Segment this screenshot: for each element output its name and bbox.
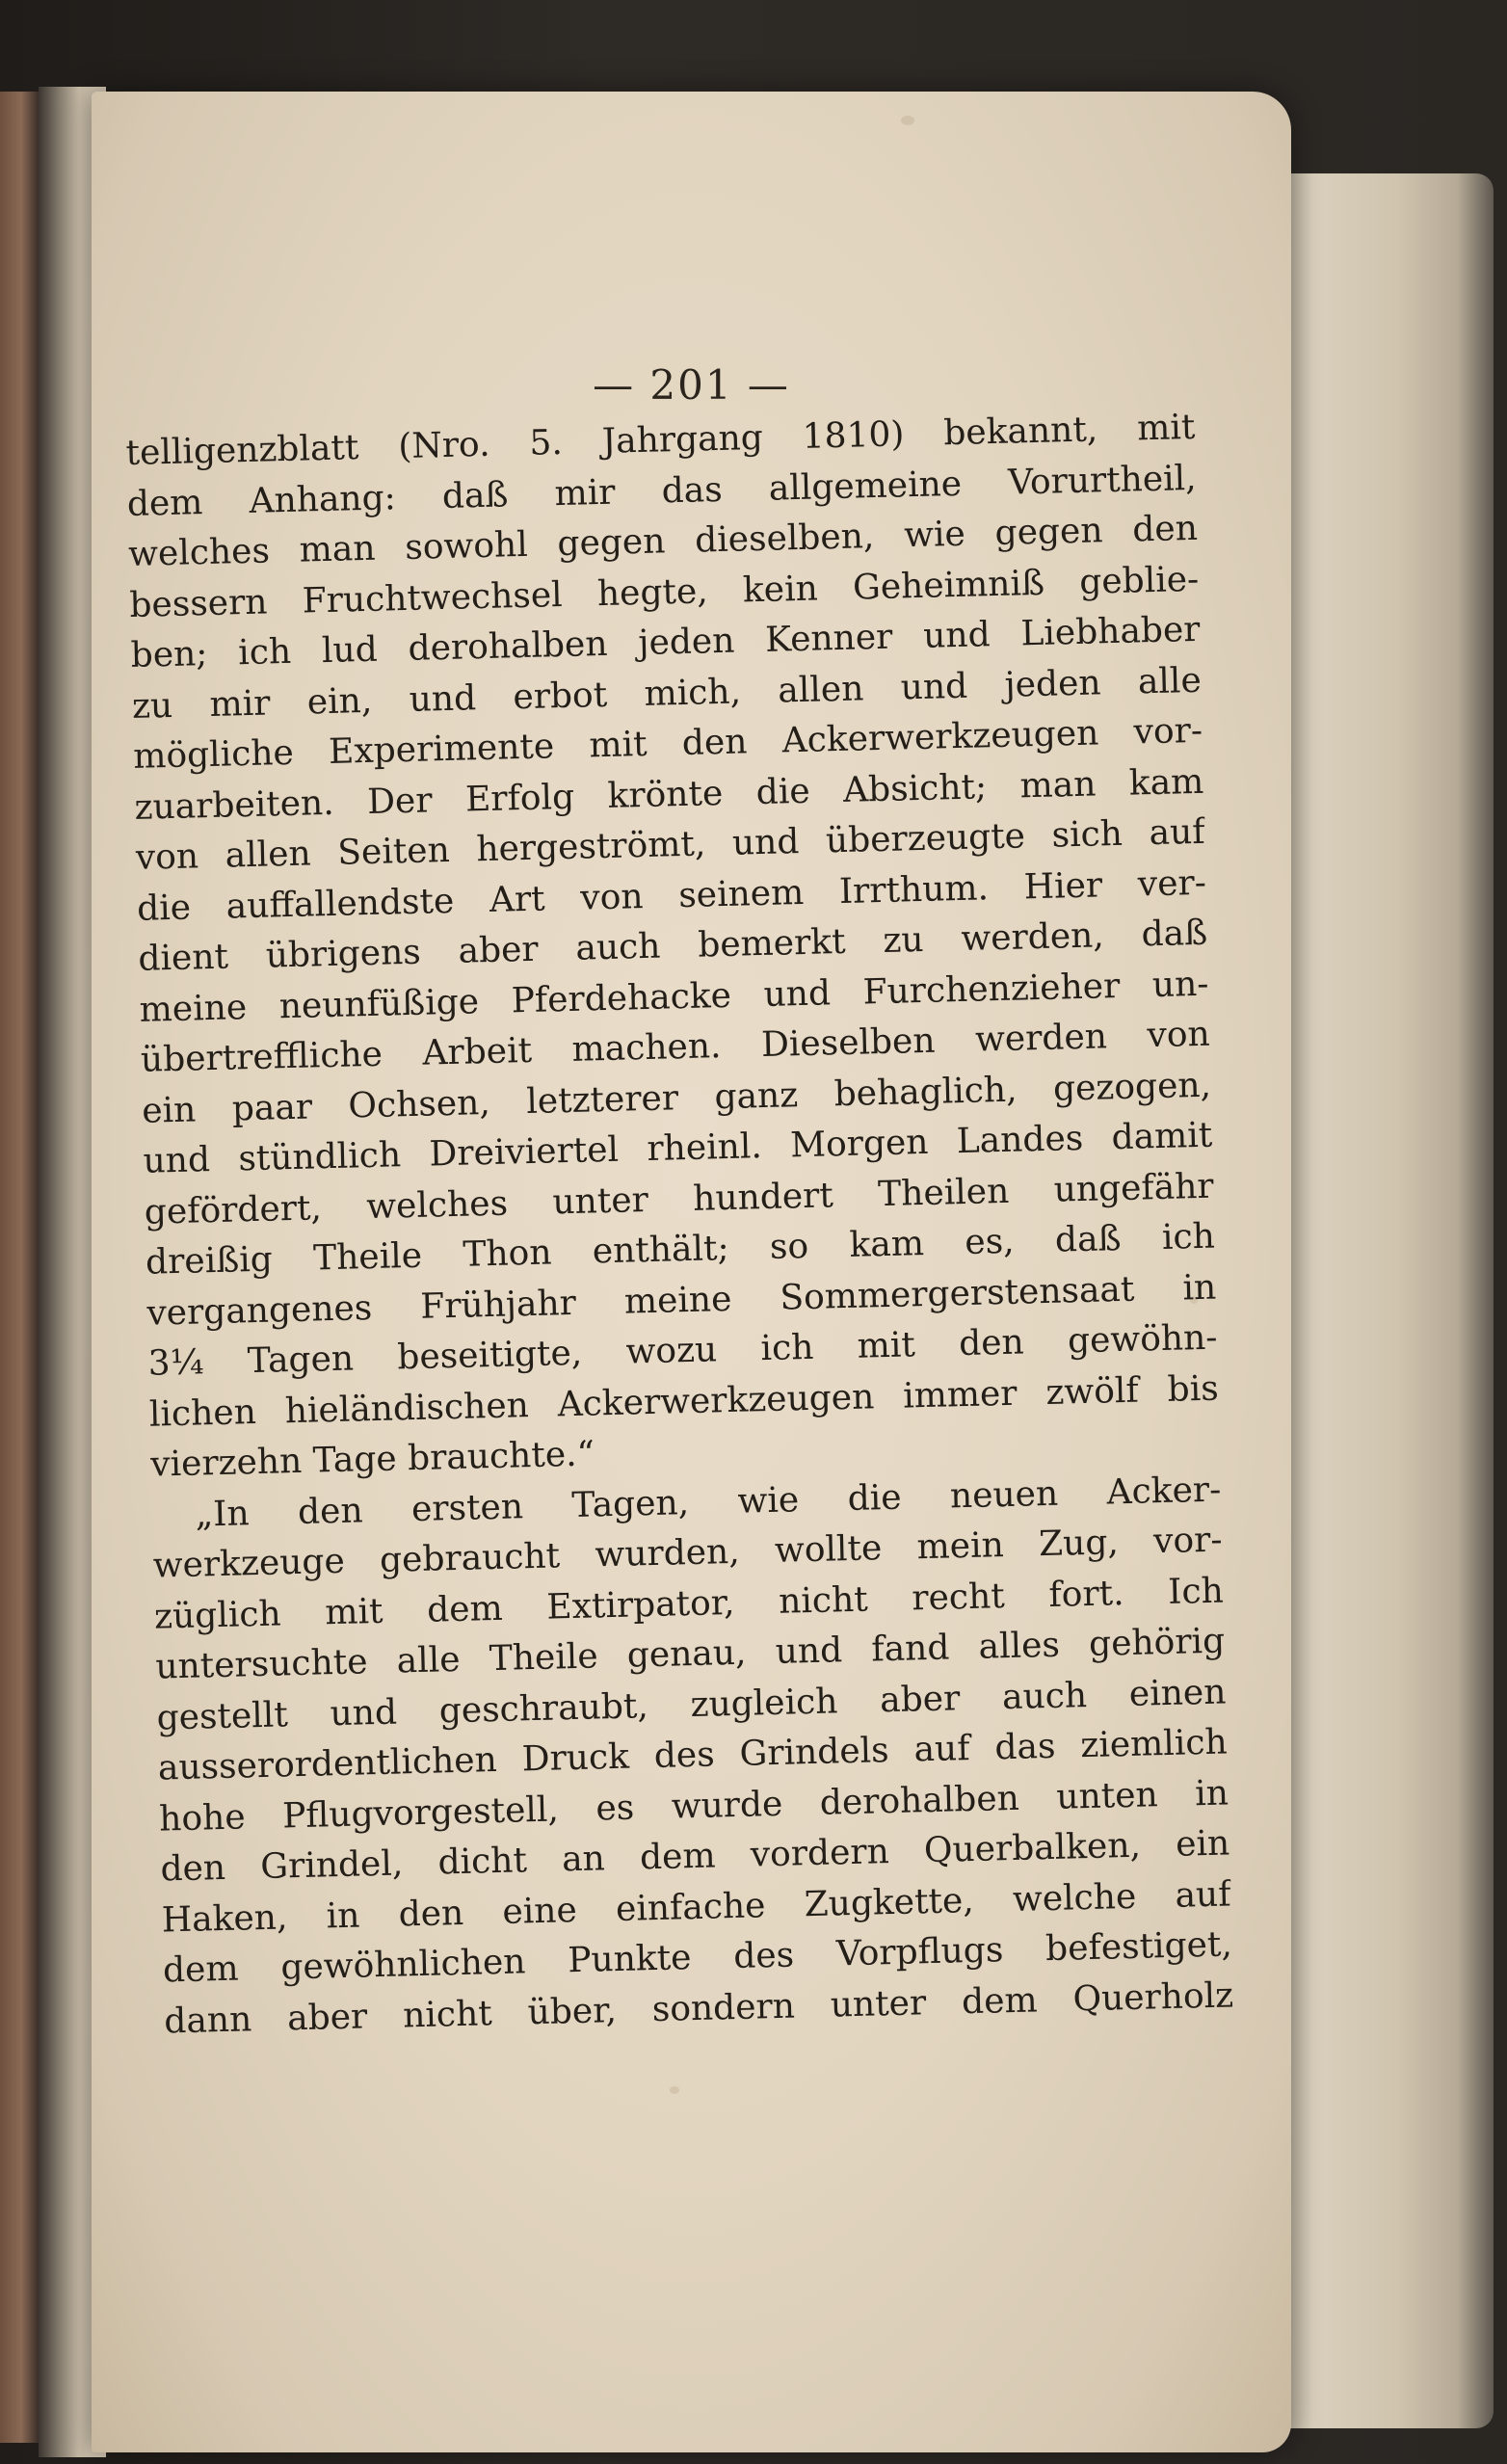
text-line: 3¼ Tagen beseitigte, wozu ich mit den gewöhn-	[147, 1317, 1218, 1384]
text-line: den Grindel, dicht an dem vordern Querbalken, ein	[160, 1823, 1230, 1890]
text-line: telligenzblatt (Nro. 5. Jahrgang 1810) bekannt, mit	[125, 407, 1196, 473]
text-line: Haken, in den eine einfache Zugkette, welche auf	[161, 1873, 1231, 1941]
page-number: — 201 —	[593, 361, 790, 409]
text-line: von allen Seiten hergeströmt, und überzeugte sich auf	[135, 811, 1206, 878]
text-line: zuarbeiten. Der Erfolg krönte die Absicht; man kam	[134, 761, 1204, 828]
paper-stain	[670, 2086, 679, 2094]
text-line: zu mir ein, und erbot mich, allen und jeden alle	[131, 660, 1203, 727]
text-line: ein paar Ochsen, letzterer ganz behaglich, gezogen,	[141, 1065, 1212, 1131]
text-line: züglich mit dem Extirpator, nicht recht fort. Ich	[153, 1571, 1225, 1637]
text-line: gefördert, welches unter hundert Theilen ungefähr	[144, 1166, 1215, 1232]
text-line: gestellt und geschraubt, zugleich aber auch einen	[156, 1671, 1227, 1738]
text-line: die auffallendste Art von seinem Irrthum. Hier ver-	[136, 862, 1207, 929]
text-line: meine neunfüßige Pferdehacke und Furchenzieher un-	[139, 964, 1209, 1030]
text-line: dient übrigens aber auch bemerkt zu werden, daß	[137, 913, 1208, 979]
text-line: hohe Pflugvorgestell, es wurde derohalben unten in	[158, 1772, 1229, 1840]
text-line: werkzeuge gebraucht wurden, wollte mein Zug, vor-	[152, 1520, 1224, 1586]
text-line: dreißig Theile Thon enthält; so kam es, daß ich	[145, 1216, 1216, 1283]
text-line: und stündlich Dreiviertel rheinl. Morgen Landes damit	[143, 1115, 1213, 1181]
text-line: dann aber nicht über, sondern unter dem Querholz	[163, 1974, 1234, 2042]
text-line: dem Anhang: daß mir das allgemeine Vorurtheil,	[126, 458, 1198, 524]
text-line: vierzehn Tage brauchte.“	[149, 1434, 595, 1485]
text-line: übertreffliche Arbeit machen. Dieselben werden von	[140, 1014, 1211, 1080]
left-page-edge	[0, 92, 39, 2443]
text-line: mögliche Experimente mit den Ackerwerkzeugen vor-	[132, 710, 1203, 777]
text-line: dem gewöhnlichen Punkte des Vorpflugs befestiget,	[162, 1924, 1233, 1991]
text-line: „In den ersten Tagen, wie die neuen Acker-	[195, 1470, 1222, 1535]
text-line: lichen hieländischen Ackerwerkzeugen immer zwölf bis	[148, 1368, 1220, 1435]
text-line: untersuchte alle Theile genau, und fand alles gehörig	[154, 1621, 1226, 1687]
text-line: welches man sowohl gegen dieselben, wie gegen den	[127, 508, 1199, 574]
paper-stain	[901, 116, 914, 125]
book-page	[92, 92, 1291, 2452]
text-line: vergangenes Frühjahr meine Sommergerstensaat in	[145, 1267, 1217, 1334]
text-line: ben; ich lud derohalben jeden Kenner und Liebhaber	[130, 609, 1201, 676]
body-text	[125, 403, 1234, 2048]
text-line: ausserordentlichen Druck des Grindels auf das ziemlich	[157, 1722, 1229, 1788]
text-line: bessern Fruchtwechsel hegte, kein Geheimniß geblie-	[128, 559, 1200, 625]
